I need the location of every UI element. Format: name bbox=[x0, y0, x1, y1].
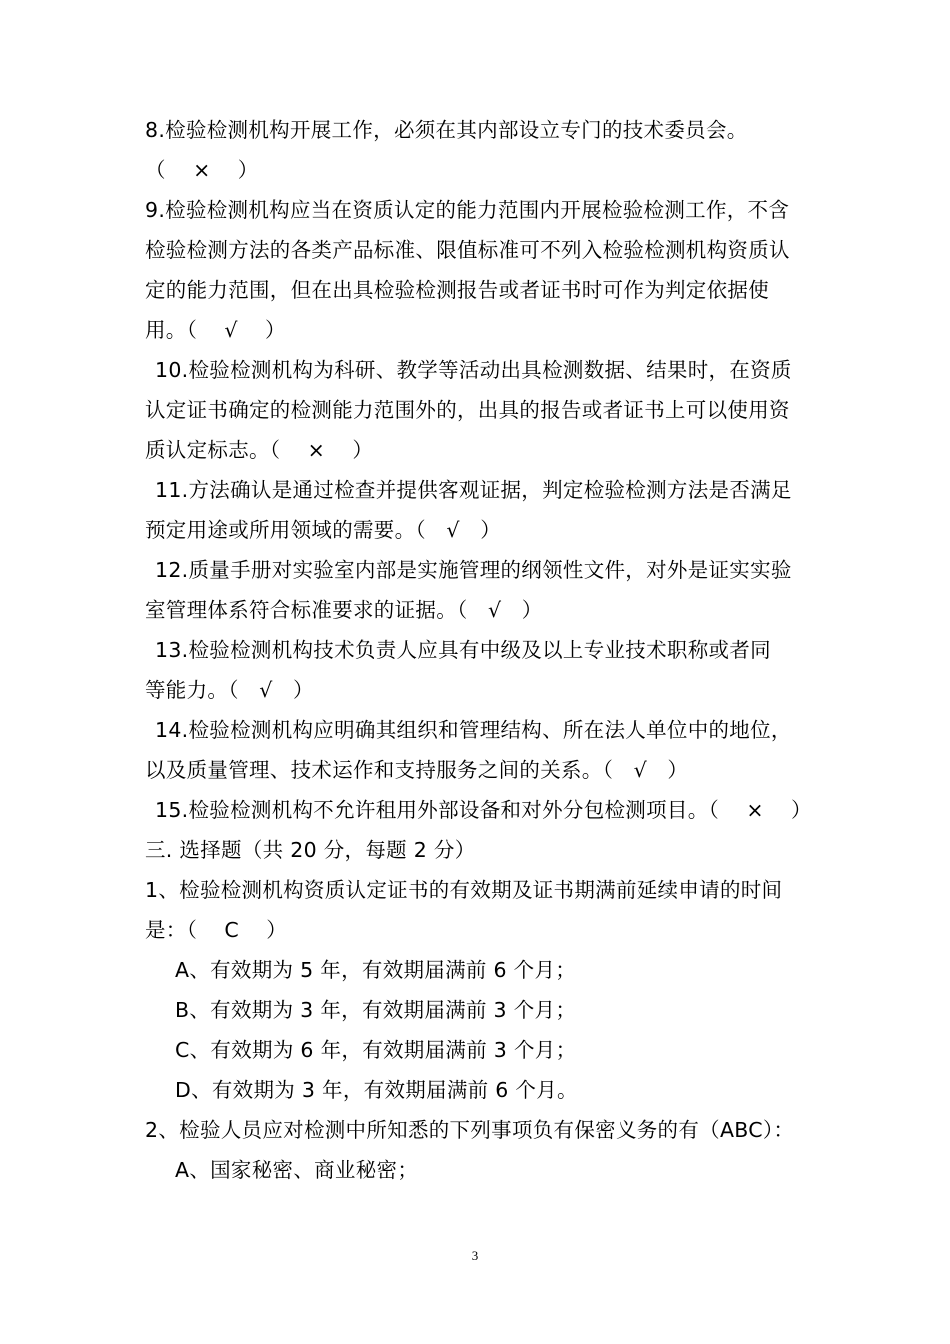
question-line: 13.检验检测机构技术负责人应具有中级及以上专业技术职称或者同 bbox=[155, 638, 771, 662]
answer-line: （ × ） bbox=[145, 158, 259, 182]
question-line: 定的能力范围，但在出具检验检测报告或者证书时可作为判定依据使 bbox=[145, 278, 769, 302]
option-d: D、有效期为 3 年，有效期届满前 6 个月。 bbox=[175, 1078, 578, 1102]
question-line: 是：（ C ） bbox=[145, 918, 288, 942]
tf-question-8 bbox=[145, 110, 815, 190]
question-line: 认定证书确定的检测能力范围外的，出具的报告或者证书上可以使用资 bbox=[145, 398, 790, 422]
question-line: 等能力。（ √ ） bbox=[145, 678, 314, 702]
section-heading: 三. 选择题（共 20 分，每题 2 分） bbox=[145, 838, 476, 862]
tf-question-12 bbox=[145, 550, 815, 630]
tf-question-11 bbox=[145, 470, 815, 550]
mc-question-2 bbox=[145, 1110, 815, 1190]
question-line: 2、检验人员应对检测中所知悉的下列事项负有保密义务的有（ABC）： bbox=[145, 1118, 795, 1142]
tf-question-13 bbox=[145, 630, 815, 710]
question-line: 9.检验检测机构应当在资质认定的能力范围内开展检验检测工作，不含 bbox=[145, 198, 790, 222]
question-line: 15.检验检测机构不允许租用外部设备和对外分包检测项目。（ × ） bbox=[155, 798, 812, 822]
question-line: 10.检验检测机构为科研、教学等活动出具检测数据、结果时，在资质 bbox=[155, 358, 792, 382]
question-line: 1、检验检测机构资质认定证书的有效期及证书期满前延续申请的时间 bbox=[145, 878, 783, 902]
question-line: 12.质量手册对实验室内部是实施管理的纲领性文件，对外是证实实验 bbox=[155, 558, 792, 582]
question-line: 室管理体系符合标准要求的证据。（ √ ） bbox=[145, 598, 543, 622]
question-line: 8.检验检测机构开展工作，必须在其内部设立专门的技术委员会。 bbox=[145, 118, 748, 142]
question-line: 用。（ √ ） bbox=[145, 318, 286, 342]
tf-question-10 bbox=[145, 350, 815, 470]
tf-question-15 bbox=[145, 790, 815, 830]
option-c: C、有效期为 6 年，有效期届满前 3 个月； bbox=[175, 1038, 577, 1062]
page-number: 3 bbox=[471, 1248, 479, 1263]
option-b: B、有效期为 3 年，有效期届满前 3 个月； bbox=[175, 998, 577, 1022]
page-content bbox=[145, 110, 815, 1190]
tf-question-9 bbox=[145, 190, 815, 350]
question-line: 11.方法确认是通过检查并提供客观证据，判定检验检测方法是否满足 bbox=[155, 478, 792, 502]
tf-question-14 bbox=[145, 710, 815, 790]
question-line: 14.检验检测机构应明确其组织和管理结构、所在法人单位中的地位， bbox=[155, 718, 792, 742]
option-a: A、国家秘密、商业秘密； bbox=[175, 1158, 419, 1182]
question-line: 以及质量管理、技术运作和支持服务之间的关系。（ √ ） bbox=[145, 758, 689, 782]
mc-question-1 bbox=[145, 870, 815, 1110]
question-line: 检验检测方法的各类产品标准、限值标准可不列入检验检测机构资质认 bbox=[145, 238, 790, 262]
question-line: 质认定标志。（ × ） bbox=[145, 438, 374, 462]
question-line: 预定用途或所用领域的需要。（ √ ） bbox=[145, 518, 502, 542]
option-a: A、有效期为 5 年，有效期届满前 6 个月； bbox=[175, 958, 577, 982]
